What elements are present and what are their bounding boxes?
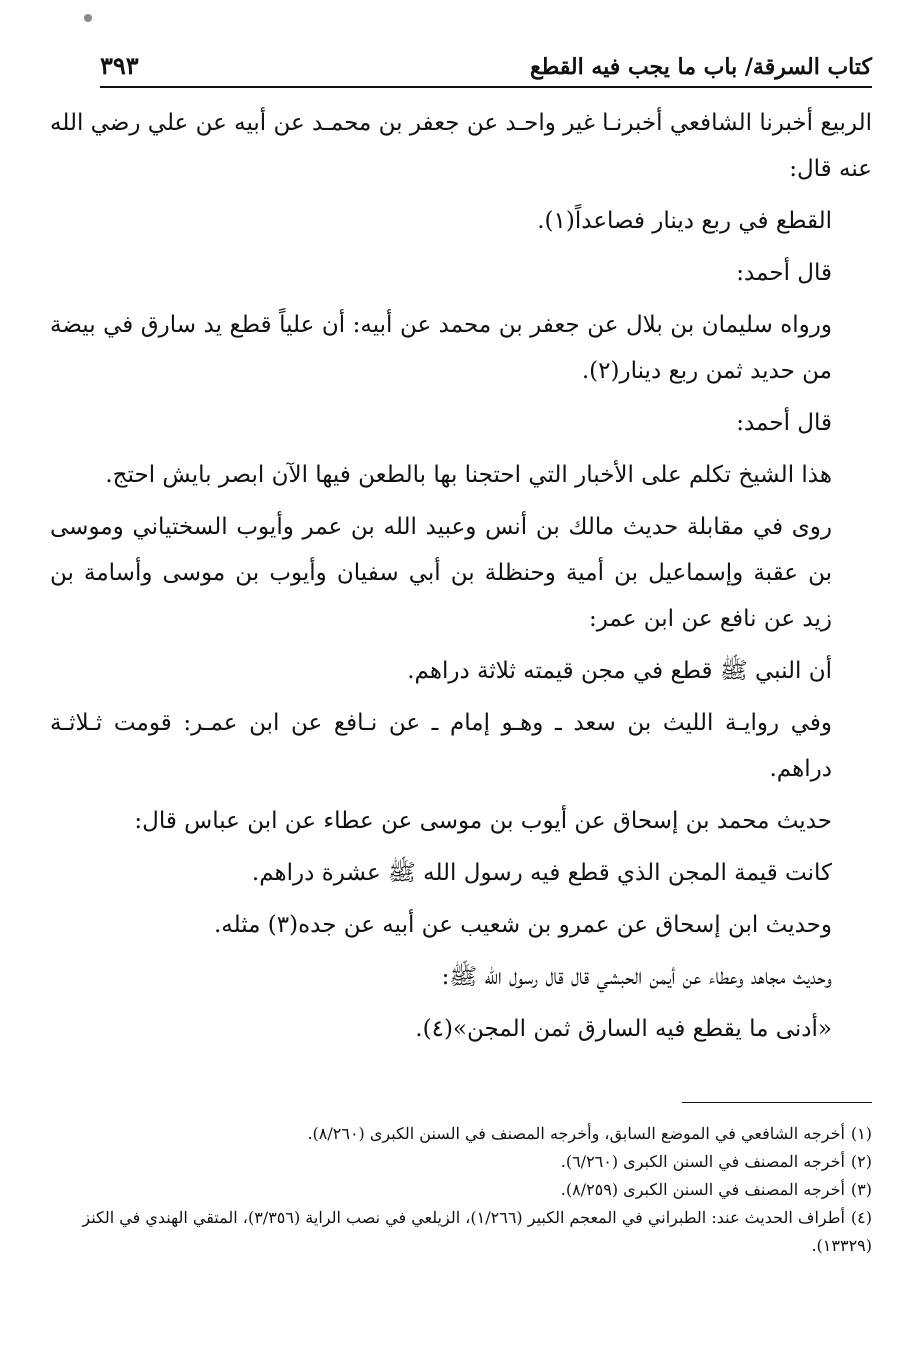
footnote-number: (٤) (850, 1208, 872, 1227)
paragraph: القطع في ربع دينار فصاعداً(١). (537, 208, 832, 234)
footnote-text: أطراف الحديث عند: الطبراني في المعجم الكبير (١/٢٦٦)، الزيلعي في نصب الراية (٣/٣٥٦)، المتقي الهندي في الكنز (١٣٣٢٩). (82, 1208, 872, 1255)
paragraph: حديث محمد بن إسحاق عن أيوب بن موسى عن عطاء عن ابن عباس قال: (134, 808, 832, 834)
paragraph: وفي روايـة الليث بن سعد ـ وهـو إمام ـ عن نـافع عن ابن عمـر: قومت ثـلاثـة دراهم. (50, 710, 832, 782)
scan-dot (84, 14, 92, 22)
paragraph: «أدنى ما يقطع فيه السارق ثمن المجن»(٤). (415, 1016, 832, 1042)
paragraph: روى في مقابلة حديث مالك بن أنس وعبيد الله بن عمر وأيوب السختياني وموسى بن عقبة وإسماعيل بن أمية وحنظلة بن أبي سفيان وأيوب بن موسى وأسامة بن زيد عن نافع عن ابن عمر: (50, 514, 832, 632)
footnote-text: أخرجه الشافعي في الموضع السابق، وأخرجه المصنف في السنن الكبرى (٨/٢٦٠). (307, 1124, 845, 1143)
paragraph: قال أحمد: (736, 410, 832, 436)
footnote-number: (٢) (850, 1152, 872, 1171)
page-number: ٣٩٣ (100, 51, 139, 80)
paragraph: قال أحمد: (736, 260, 832, 286)
footnote-text: أخرجه المصنف في السنن الكبرى (٦/٢٦٠). (560, 1152, 845, 1171)
running-title: كتاب السرقة/ باب ما يجب فيه القطع (529, 54, 872, 80)
paragraph: كانت قيمة المجن الذي قطع فيه رسول الله ﷺ عشرة دراهم. (251, 860, 832, 886)
footnote (50, 1148, 872, 1176)
footnote-number: (١) (850, 1124, 872, 1143)
footnote (50, 1120, 872, 1148)
paragraph: وحديث ابن إسحاق عن عمرو بن شعيب عن أبيه عن جده(٣) مثله. (213, 912, 832, 938)
page-header (100, 30, 872, 88)
paragraph: وحديث مجاهد وعطاء عن أيمن الحبشي قال قال رسول الله ﷺ: (441, 964, 832, 990)
paragraph: الربيع أخبرنا الشافعي أخبرنـا غير واحـد عن جعفر بن محمـد عن أبيه عن علي رضي الله عنه قال: (50, 110, 872, 182)
footnotes (50, 1120, 872, 1260)
paragraph: هذا الشيخ تكلم على الأخبار التي احتجنا بها بالطعن فيها الآن ابصر بايش احتج. (105, 462, 832, 488)
footnote (50, 1176, 872, 1204)
footnote-number: (٣) (850, 1180, 872, 1199)
footnote (50, 1204, 872, 1260)
main-text (50, 100, 872, 1058)
paragraph: أن النبي ﷺ قطع في مجن قيمته ثلاثة دراهم. (407, 658, 832, 684)
footnote-text: أخرجه المصنف في السنن الكبرى (٨/٢٥٩). (560, 1180, 845, 1199)
footnote-divider (682, 1102, 872, 1103)
paragraph: ورواه سليمان بن بلال عن جعفر بن محمد عن أبيه: أن علياً قطع يد سارق في بيضة من حديد ثمن ربع دينار(٢). (50, 312, 832, 384)
